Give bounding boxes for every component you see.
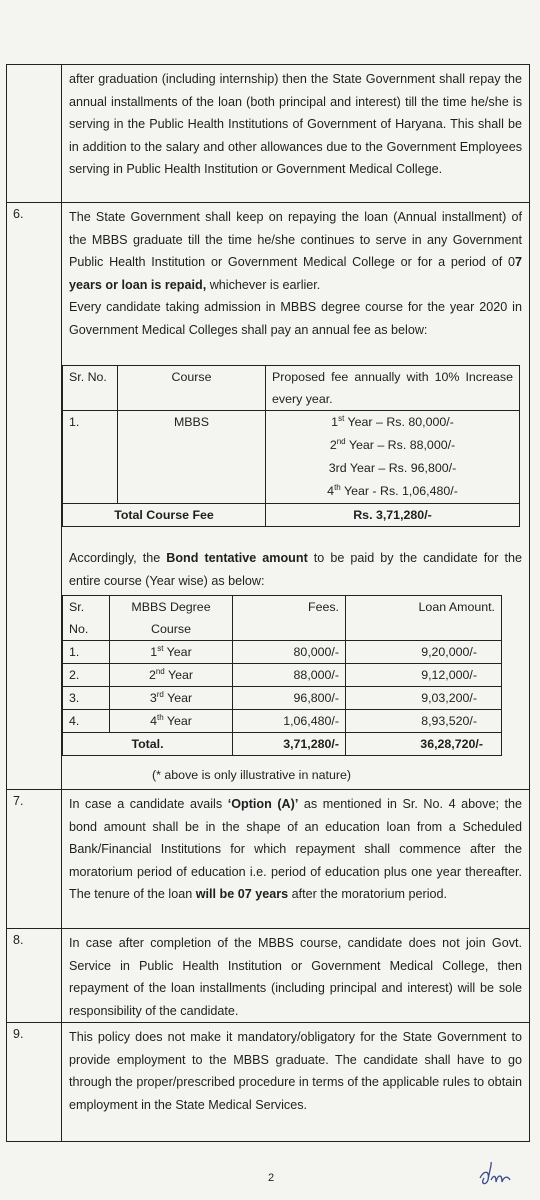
cell-loan: 9,20,000/- — [346, 641, 502, 664]
document-page — [6, 0, 538, 1200]
cell-sr: 4. — [63, 710, 110, 733]
bond-table-row — [63, 687, 502, 710]
clause-number: 6. — [7, 203, 62, 789]
header-degree-course: MBBS Degree Course — [110, 596, 233, 641]
clause-text — [62, 790, 529, 928]
header-loan-amount: Loan Amount. — [346, 596, 502, 641]
cell-fee-years — [266, 411, 520, 504]
clause-text — [62, 1023, 529, 1141]
clause-paragraph-bond-intro: Accordingly, the Bond tentative amount to be paid by the candidate for the entire course (Year wise) as below: — [69, 551, 522, 588]
cell-loan: 9,12,000/- — [346, 664, 502, 687]
bond-table-row — [63, 664, 502, 687]
clause-text — [62, 65, 529, 202]
clause-number — [7, 65, 62, 202]
clause-row-9 — [6, 1023, 530, 1142]
fee-year-3: 3rd Year – Rs. 96,800/- — [328, 461, 457, 475]
fee-table-row — [63, 411, 520, 504]
clause-text — [62, 929, 529, 1022]
bond-table-row — [63, 710, 502, 733]
signature-initials-icon — [476, 1160, 516, 1190]
cell-fees: 80,000/- — [233, 641, 346, 664]
cell-loan: 8,93,520/- — [346, 710, 502, 733]
clause-row-7 — [6, 790, 530, 929]
clause-paragraph: In case after completion of the MBBS course, candidate does not join Govt. Service in Public Health Institution or Government Medical College, then repayment of the loan installments (including principal and interest) will be sole responsibility of the candidate. — [69, 936, 522, 1018]
cell-year: 2nd Year — [110, 664, 233, 687]
cell-sr: 3. — [63, 687, 110, 710]
clause-number: 7. — [7, 790, 62, 928]
total-course-fee-value: Rs. 3,71,280/- — [266, 504, 520, 527]
clause-row-8 — [6, 929, 530, 1023]
clause-number: 9. — [7, 1023, 62, 1141]
cell-fees: 96,800/- — [233, 687, 346, 710]
clause-paragraph: after graduation (including internship) then the State Government shall repay the annual installments of the loan (both principal and interest) till the time he/she is serving in the Public Health Institutions of Government of Haryana. This shall be in addition to the salary and other allowances due to the Government Employees serving in Public Health Institution or Government Medical College. — [69, 72, 522, 177]
fee-year-4: 4th Year - Rs. 1,06,480/- — [327, 483, 458, 498]
header-proposed-fee: Proposed fee annually with 10% Increase every year. — [266, 366, 520, 411]
bond-table — [62, 595, 502, 756]
page-number: 2 — [268, 1172, 275, 1184]
clause-text — [62, 203, 529, 789]
cell-year: 1st Year — [110, 641, 233, 664]
cell-sr: 2. — [63, 664, 110, 687]
fee-year-2: 2nd Year – Rs. 88,000/- — [329, 437, 456, 452]
clause-paragraph: In case a candidate avails ‘Option (A)’ as mentioned in Sr. No. 4 above; the bond amount shall be in the shape of an education loan from a Scheduled Bank/Financial Institutions for which repayment shall commence after the moratorium period of education i.e. period of education plus one year thereafter. The tenure of the loan will be 07 years after the moratorium period. — [69, 797, 523, 902]
cell-fees: 88,000/- — [233, 664, 346, 687]
fee-year-1: 1st Year – Rs. 80,000/- — [331, 414, 454, 429]
cell-sr: 1. — [63, 641, 110, 664]
clause-paragraph-fee-intro: Every candidate taking admission in MBBS degree course for the year 2020 in Government Medical Colleges shall pay an annual fee as below: — [69, 300, 522, 337]
bond-table-header — [63, 596, 502, 641]
cell-loan: 9,03,200/- — [346, 687, 502, 710]
header-fees: Fees. — [233, 596, 346, 641]
illustrative-note: (* above is only illustrative in nature) — [152, 768, 352, 782]
clause-paragraph: The State Government shall keep on repaying the loan (Annual installment) of the MBBS graduate till the time he/she continues to serve in any Government Public Health Institution or Government Medical College or for a period of 07 years or loan is repaid, whichever is earlier. — [69, 210, 522, 292]
clause-number: 8. — [7, 929, 62, 1022]
clause-row-continuation — [6, 64, 530, 203]
bond-total-loan: 36,28,720/- — [346, 733, 502, 756]
header-sr-no: Sr. No. — [63, 366, 118, 411]
bond-total-fees: 3,71,280/- — [233, 733, 346, 756]
fee-table-header — [63, 366, 520, 411]
cell-course: MBBS — [118, 411, 266, 504]
clause-paragraph: This policy does not make it mandatory/obligatory for the State Government to provide employment to the MBBS graduate. The candidate shall have to go through the proper/prescribed procedure in terms of the applicable rules to obtain employment in the State Medical Services. — [69, 1030, 522, 1112]
header-course: Course — [118, 366, 266, 411]
bond-total-label: Total. — [63, 733, 233, 756]
total-course-fee-label: Total Course Fee — [63, 504, 266, 527]
cell-year: 4th Year — [110, 710, 233, 733]
cell-year: 3rd Year — [110, 687, 233, 710]
clause-row-6 — [6, 203, 530, 790]
fee-table — [62, 365, 520, 527]
header-sr-no: Sr. No. — [63, 596, 110, 641]
bond-table-total — [63, 733, 502, 756]
cell-sr: 1. — [63, 411, 118, 504]
fee-table-total — [63, 504, 520, 527]
bond-table-row — [63, 641, 502, 664]
cell-fees: 1,06,480/- — [233, 710, 346, 733]
